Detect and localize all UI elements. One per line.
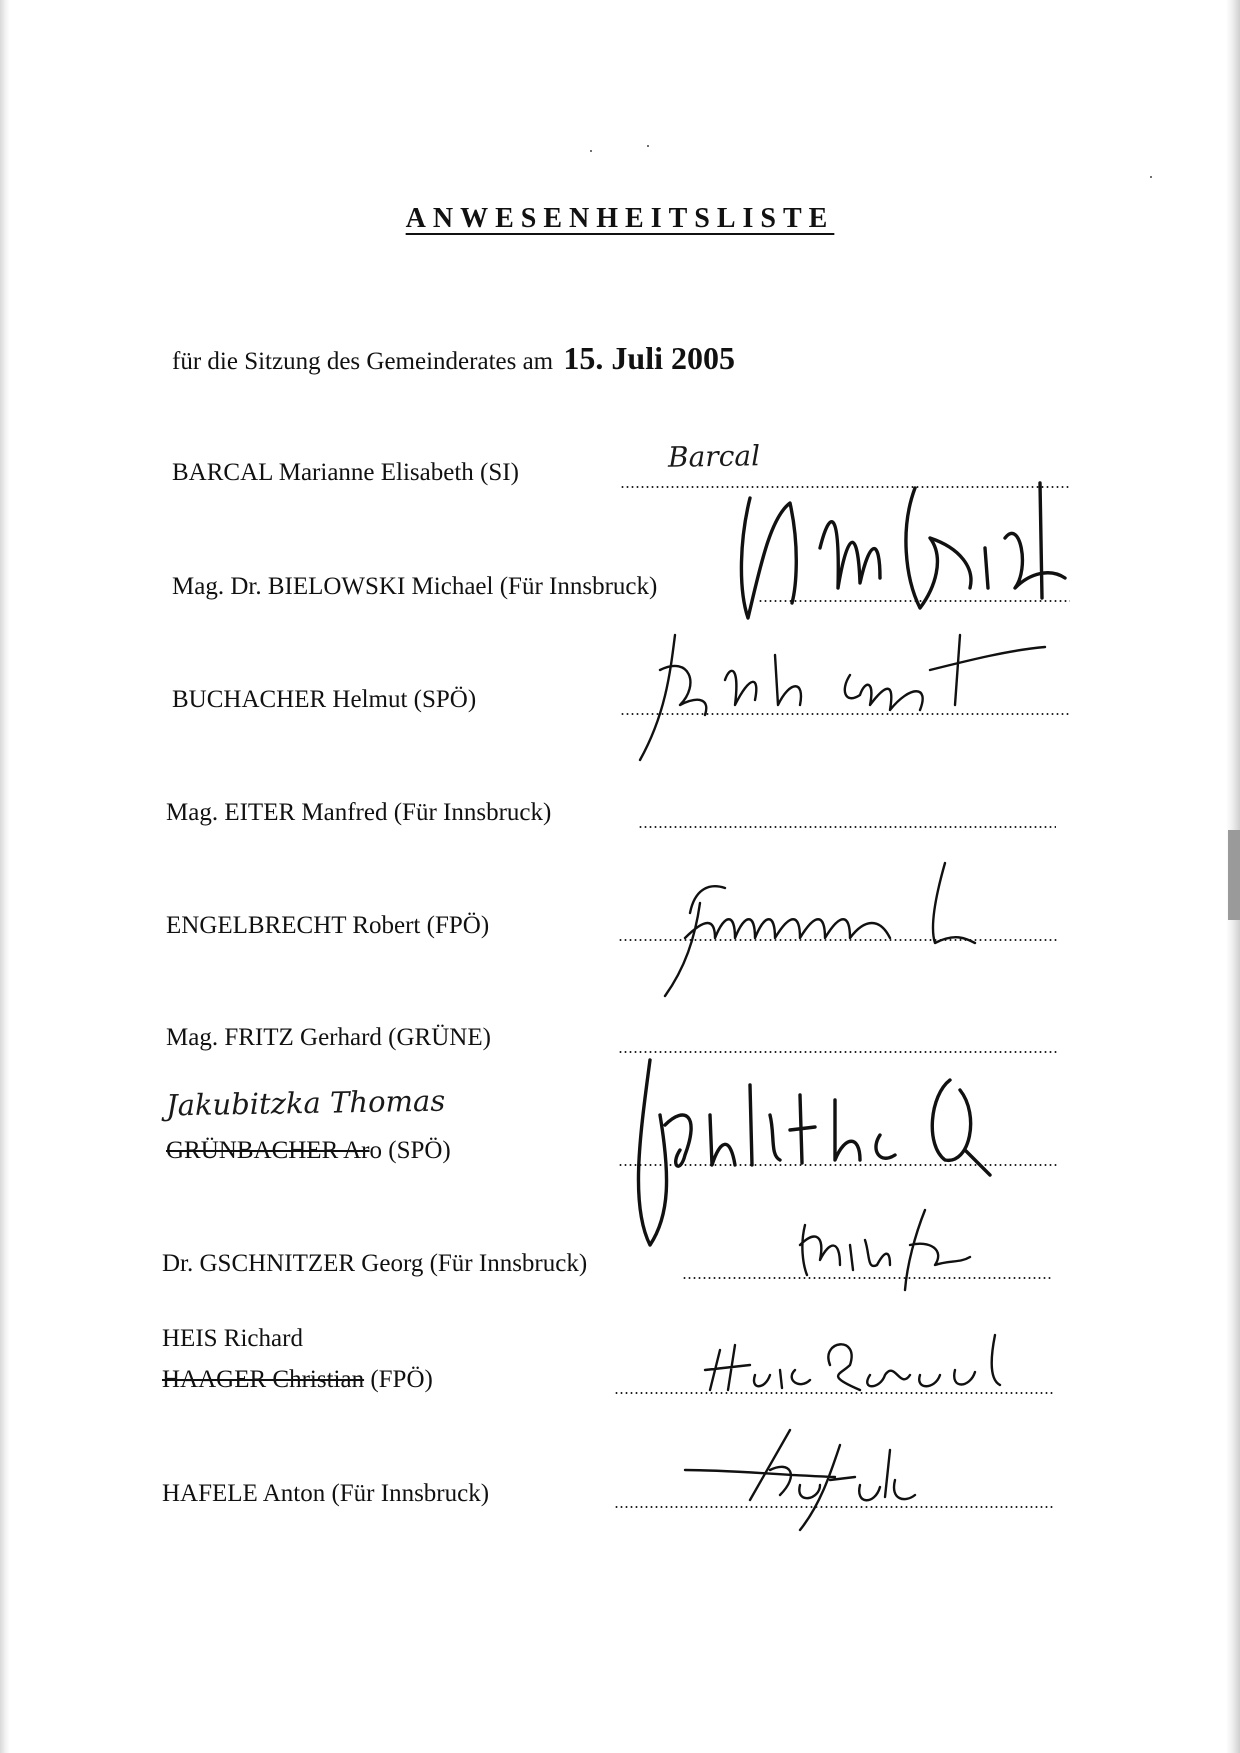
scan-edge-left	[0, 0, 10, 1753]
struck-name-haager: HAAGER Christian	[162, 1366, 365, 1393]
attendee-party-haager: (FPÖ)	[364, 1366, 433, 1393]
meeting-date: 15. Juli 2005	[563, 340, 735, 376]
attendee-name-engelbrecht: ENGELBRECHT Robert (FPÖ)	[166, 912, 490, 939]
signature-line-fritz	[618, 1051, 1058, 1053]
attendee-name-haager	[162, 1366, 433, 1394]
attendee-name-fritz: Mag. FRITZ Gerhard (GRÜNE)	[166, 1024, 491, 1051]
signature-bielowski	[730, 478, 1070, 628]
attendee-name-heis: HEIS Richard	[162, 1325, 303, 1352]
attendee-name-gschnitzer: Dr. GSCHNITZER Georg (Für Innsbruck)	[162, 1250, 588, 1277]
signature-hafele	[680, 1425, 920, 1535]
scan-speck	[590, 150, 592, 152]
attendee-party-gruenbacher: o (SPÖ)	[369, 1137, 451, 1164]
scan-speck	[1150, 176, 1152, 178]
attendee-name-eiter: Mag. EITER Manfred (Für Innsbruck)	[166, 799, 552, 826]
signature-barcal: Barcal	[667, 439, 761, 474]
scan-edge-mark	[1228, 830, 1240, 920]
handwritten-replacement-name-jakubitzka: Jakubitzka Thomas	[165, 1083, 446, 1123]
attendee-name-barcal: BARCAL Marianne Elisabeth (SI)	[172, 459, 519, 486]
document-subtitle	[172, 340, 735, 377]
attendee-name-buchacher: BUCHACHER Helmut (SPÖ)	[172, 686, 477, 713]
document-title: ANWESENHEITSLISTE	[405, 203, 835, 234]
attendee-name-gruenbacher	[166, 1137, 451, 1165]
signature-buchacher	[630, 625, 1050, 765]
signature-line-eiter	[638, 826, 1056, 828]
scan-speck	[647, 145, 649, 147]
signature-gschnitzer	[795, 1205, 975, 1295]
struck-name-gruenbacher: GRÜNBACHER Ar	[166, 1137, 370, 1164]
signature-heis	[700, 1330, 1020, 1405]
subtitle-prefix: für die Sitzung des Gemeinderates am	[172, 348, 554, 375]
signature-engelbrecht	[655, 858, 985, 998]
attendee-name-hafele: HAFELE Anton (Für Innsbruck)	[162, 1480, 490, 1507]
attendee-name-bielowski: Mag. Dr. BIELOWSKI Michael (Für Innsbruck)	[172, 573, 658, 600]
